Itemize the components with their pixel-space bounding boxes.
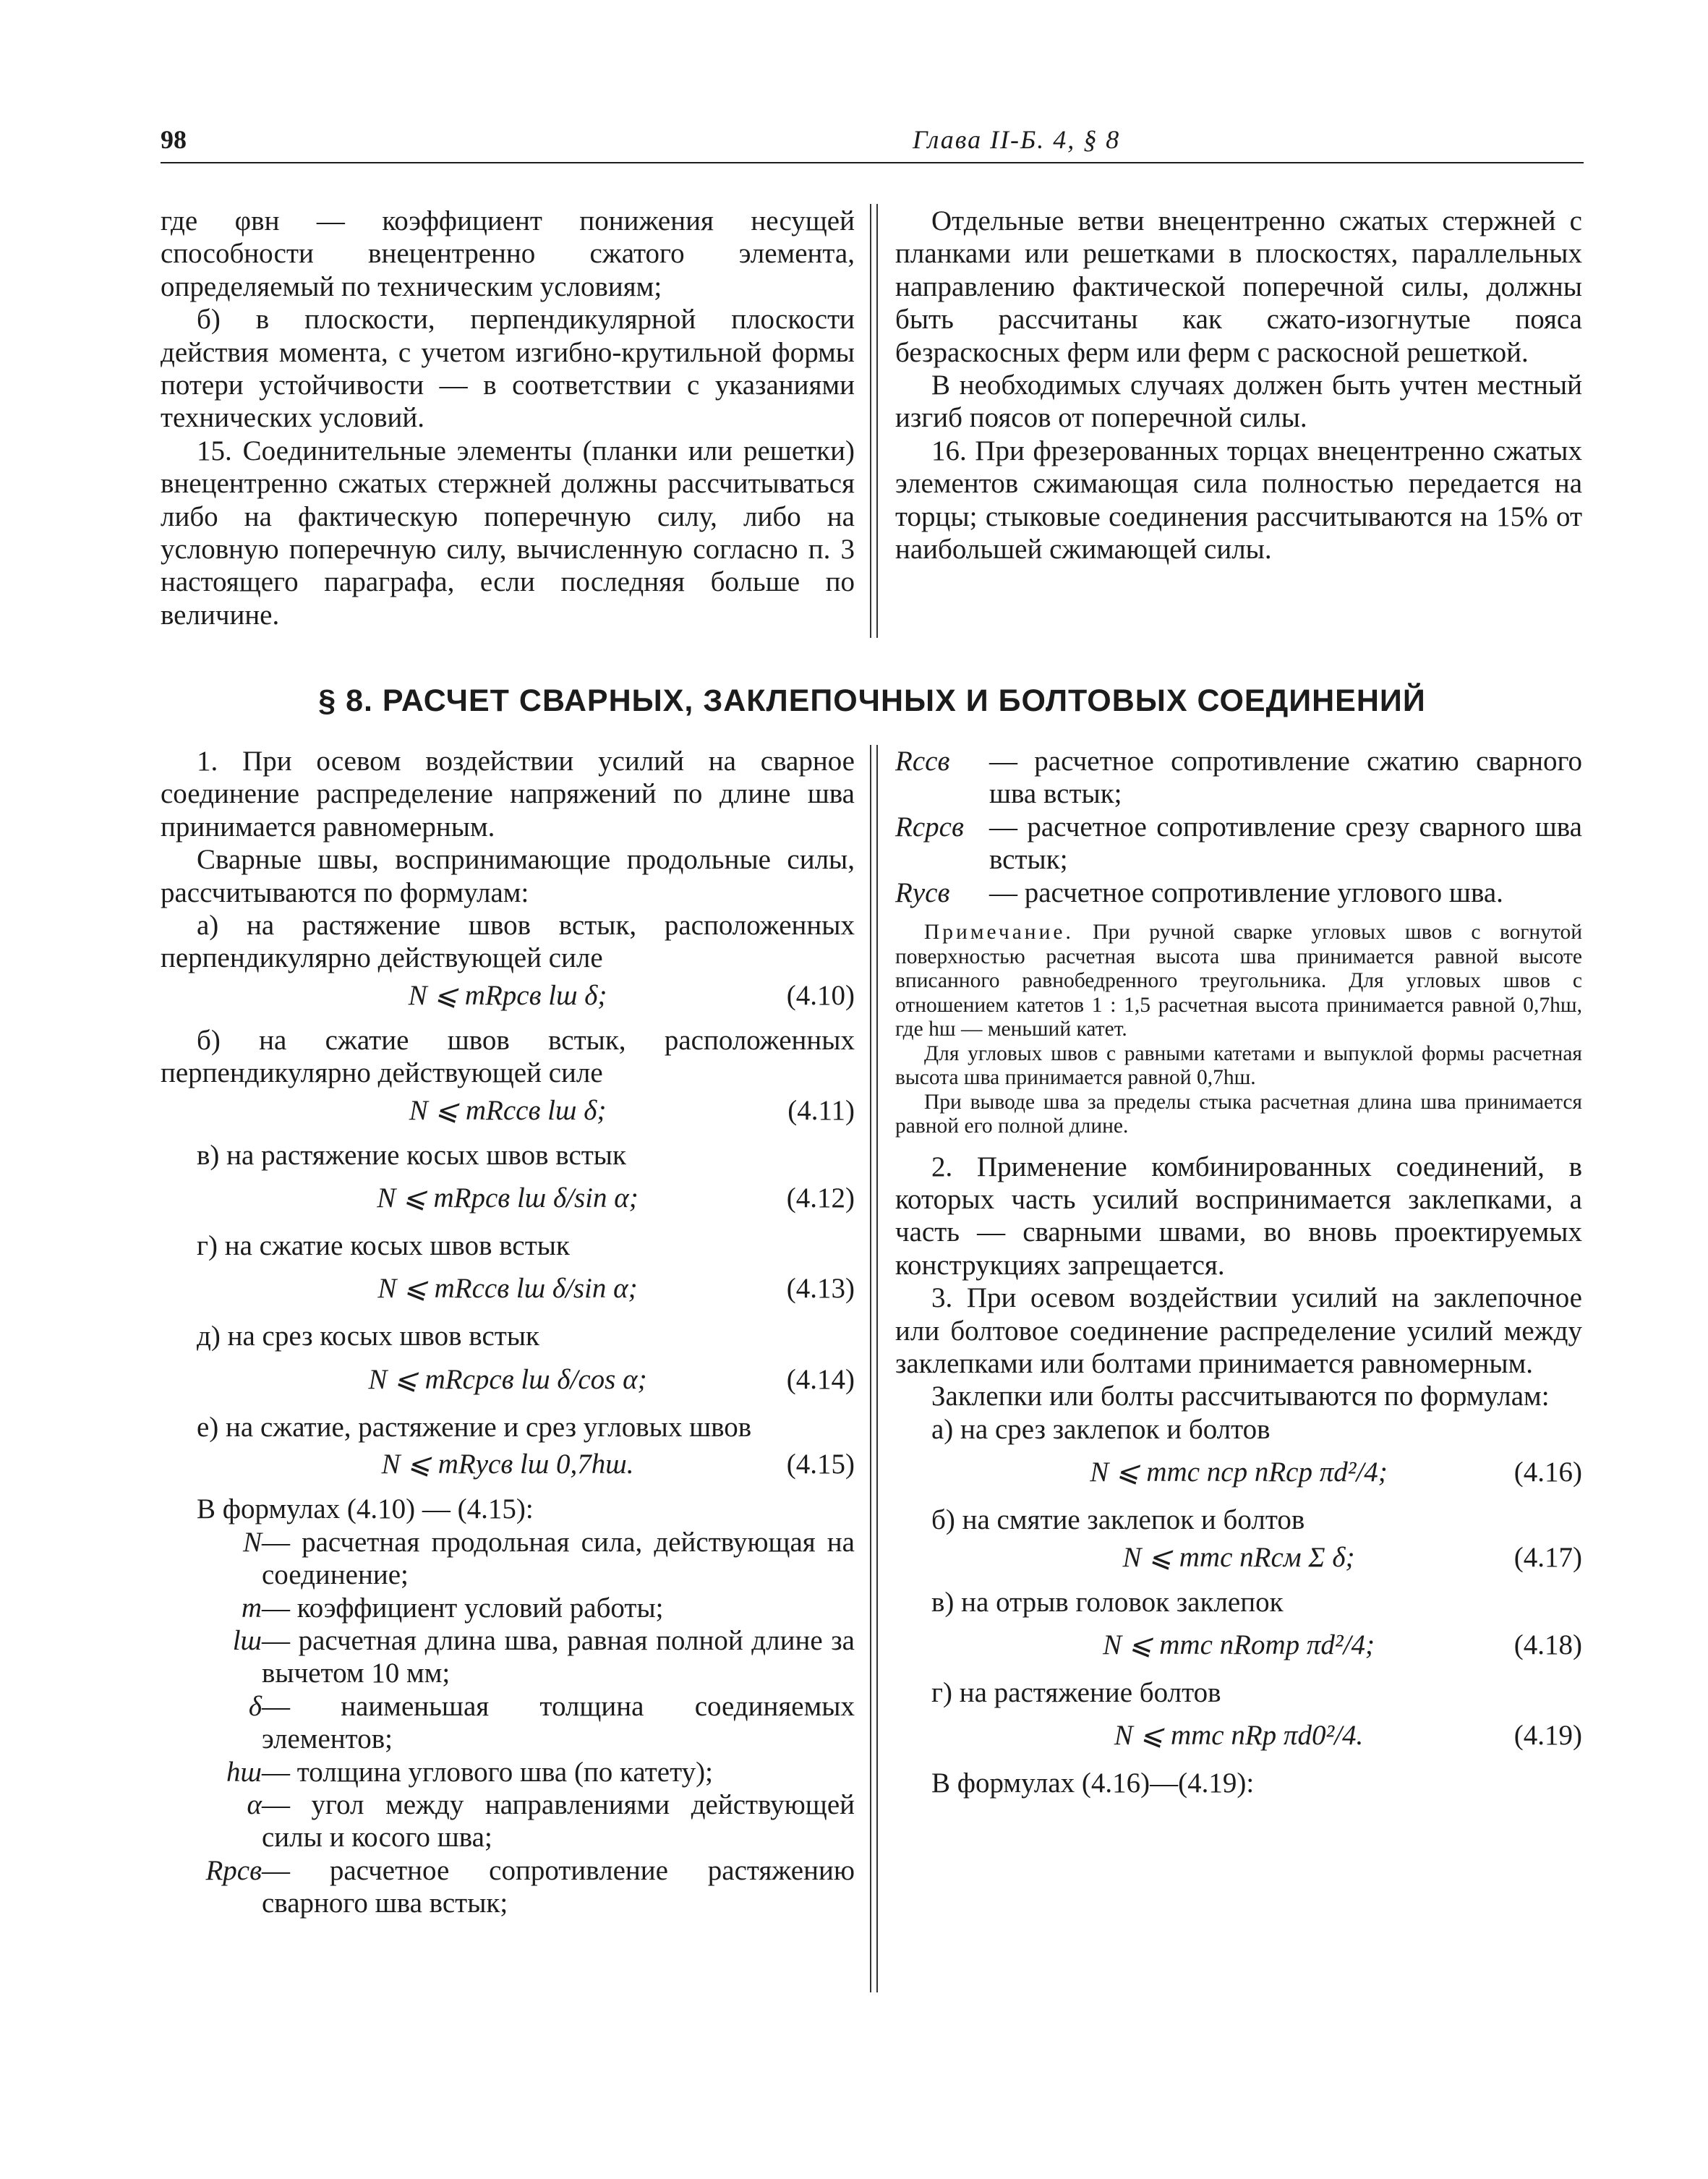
definition-list [895, 745, 1582, 909]
definition-item: lш — расчетная длина шва, равная полной длине за вычетом 10 мм; [232, 1624, 855, 1689]
formula-4-15 [161, 1446, 855, 1488]
note-label: Примечание. [924, 921, 1074, 944]
item-text: е) на сжатие, растяжение и срез угловых швов [197, 1411, 752, 1443]
paragraph: Отдельные ветви внецентренно сжатых стержней с планками или решетками в плоскостях, параллельных направлению фактической поперечной силы, должны быть рассчитаны как сжато-изогнутые пояса безраскосных ферм или ферм с раскосной решеткой. [895, 205, 1582, 368]
item-text: а) на срез заклепок и болтов [931, 1413, 1271, 1445]
formula-expression: N ⩽ mmc nRр πd0²/4. [1114, 1720, 1364, 1752]
item-text: г) на сжатие косых швов встык [197, 1230, 570, 1262]
formula-number: (4.15) [786, 1449, 855, 1480]
paragraph: б) в плоскости, перпендикулярной плоскости действия момента, с учетом изгибно-крутильной формы потери устойчивости — в соответствии с указаниями технических условий. [161, 304, 855, 434]
paragraph: 1. При осевом воздействии усилий на сварное соединение распределение напряжений по длине шва принимается равномерным. [161, 746, 855, 843]
formula-expression: N ⩽ mRссв lш δ; [409, 1094, 607, 1126]
section-title: § 8. РАСЧЕТ СВАРНЫХ, ЗАКЛЕПОЧНЫХ И БОЛТОВЫХ СОЕДИНЕНИЙ [318, 683, 1426, 718]
page-header [161, 124, 1584, 163]
formula-expression: N ⩽ mmc nRсм Σ δ; [1122, 1541, 1355, 1573]
column-divider [870, 204, 878, 638]
formula-number: (4.12) [786, 1182, 855, 1214]
paragraph: Заклепки или болты рассчитываются по формулам: [931, 1381, 1550, 1412]
formula-4-11 [161, 1093, 855, 1135]
formula-4-19 [895, 1712, 1582, 1762]
definition-item: Rусв — расчетное сопротивление углового шва. [895, 877, 1503, 908]
formula-4-13 [161, 1265, 855, 1315]
formula-number: (4.11) [787, 1094, 855, 1126]
item-text: д) на срез косых швов встык [197, 1321, 539, 1352]
note-block [895, 921, 1582, 1139]
formula-expression: N ⩽ mmc nRотр πd²/4; [1103, 1629, 1375, 1660]
right-column [895, 745, 1582, 1800]
formula-expression: N ⩽ mmc nср nRср πd²/4; [1090, 1457, 1388, 1488]
definition-list [161, 1526, 855, 1920]
paragraph: 2. Применение комбинированных соединений, в которых часть усилий воспринимается заклепками, а часть — сварными швами, во вновь проектируемых конструкциях запрещается. [895, 1151, 1582, 1281]
formula-number: (4.17) [1513, 1541, 1582, 1573]
formula-expression: N ⩽ mRрсв lш δ/sin α; [377, 1182, 639, 1214]
formula-4-14 [161, 1356, 855, 1407]
paragraph: где φвн — коэффициент понижения несущей способности внецентренно сжатого элемента, определяемый по техническим условиям; [161, 205, 855, 302]
definition-item: m — коэффициент условий работы; [241, 1592, 664, 1624]
formula-number: (4.13) [786, 1273, 855, 1305]
formula-expression: N ⩽ mRусв lш 0,7hш. [381, 1449, 634, 1480]
definition-item: N — расчетная продольная сила, действующая на соединение; [242, 1526, 855, 1591]
left-column [161, 745, 855, 1920]
running-head: Глава II-Б. 4, § 8 [913, 125, 1121, 154]
column-divider [870, 745, 878, 1992]
paragraph: 3. При осевом воздействии усилий на заклепочное или болтовое соединение распределение усилий между заклепками или болтами принимается равномерным. [895, 1282, 1582, 1379]
definition-item: δ — наименьшая толщина соединяемых элементов; [248, 1690, 855, 1755]
note-text: При ручной сварке угловых швов с вогнутой поверхностью расчетная высота шва принимается равной высоте вписанного равнобедренного треугольника. Для угловых швов с отношением катетов 1 : 1,5 расчетная высота принимается равной 0,7hш, где hш — меньший катет. [895, 921, 1582, 1041]
note-text: При выводе шва за пределы стыка расчетная длина шва принимается равной его полной длине. [895, 1090, 1582, 1138]
paragraph: Сварные швы, воспринимающие продольные силы, рассчитываются по формулам: [161, 844, 855, 908]
definition-item: Rрсв — расчетное сопротивление растяжению сварного шва встык; [205, 1854, 855, 1919]
paragraph: 15. Соединительные элементы (планки или решетки) внецентренно сжатых стержней должны рассчитываться либо на фактическую поперечную силу, либо на условную поперечную силу, вычисленную согласно п. 3 настоящего параграфа, если последняя больше по величине. [161, 435, 855, 631]
formula-number: (4.19) [1513, 1720, 1582, 1752]
top-right-column [895, 205, 1582, 566]
paragraph: В необходимых случаях должен быть учтен местный изгиб поясов от поперечной силы. [895, 370, 1582, 434]
paragraph: В формулах (4.16)—(4.19): [931, 1767, 1255, 1799]
item-text: а) на растяжение швов встык, расположенных перпендикулярно действующей силе [161, 910, 855, 974]
item-text: б) на смятие заклепок и болтов [931, 1504, 1305, 1536]
formula-number: (4.16) [1513, 1457, 1582, 1488]
formula-4-10 [161, 978, 855, 1020]
formula-number: (4.10) [786, 979, 855, 1011]
definition-item: Rссв — расчетное сопротивление сжатию сварного шва встык; [895, 746, 1582, 810]
definition-item: Rсрсв — расчетное сопротивление срезу сварного шва встык; [895, 811, 1582, 876]
formula-expression: N ⩽ mRрсв lш δ; [408, 979, 607, 1011]
formula-4-17 [895, 1540, 1582, 1582]
formula-expression: N ⩽ mRссв lш δ/sin α; [377, 1273, 638, 1305]
page-number: 98 [161, 125, 187, 154]
paragraph: 16. При фрезерованных торцах внецентренно сжатых элементов сжимающая сила полностью передается на торцы; стыковые соединения рассчитываются на 15% от наибольшей сжимающей силы. [895, 435, 1582, 566]
item-text: б) на сжатие швов встык, расположенных перпендикулярно действующей силе [161, 1024, 855, 1089]
note-text: Для угловых швов с равными катетами и выпуклой формы расчетная высота шва принимается равной 0,7hш. [895, 1041, 1582, 1090]
item-text: в) на растяжение косых швов встык [197, 1139, 626, 1171]
top-left-column [161, 205, 855, 631]
formula-expression: N ⩽ mRсрсв lш δ/cos α; [368, 1363, 647, 1395]
definition-item: α — угол между направлениями действующей силы и косого шва; [247, 1788, 855, 1854]
formula-4-16 [895, 1449, 1582, 1499]
item-text: в) на отрыв головок заклепок [931, 1586, 1284, 1618]
formula-number: (4.18) [1513, 1629, 1582, 1660]
formula-4-12 [161, 1174, 855, 1225]
definition-item: hш — толщина углового шва (по катету); [226, 1756, 713, 1788]
formula-number: (4.14) [786, 1363, 855, 1395]
formula-4-18 [895, 1621, 1582, 1672]
paragraph: В формулах (4.10) — (4.15): [197, 1493, 534, 1525]
item-text: г) на растяжение болтов [931, 1677, 1221, 1708]
